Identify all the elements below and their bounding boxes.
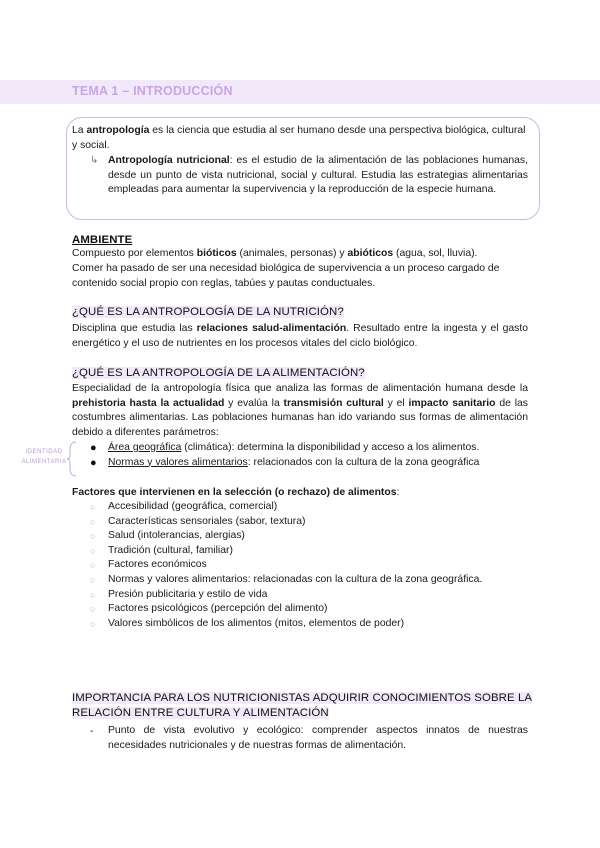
factor-item: ○ Características sensoriales (sabor, textura): [108, 515, 538, 530]
nutricion-paragraph: Disciplina que estudia las relaciones salud-alimentación. Resultado entre la ingesta y el gasto energético y el uso de nutrientes en los procesos vitales del ciclo biológico.: [72, 323, 528, 349]
factor-item: ○ Salud (intolerancias, alergias): [108, 529, 538, 544]
importancia-item: Punto de vista evolutivo y ecológico: comprender aspectos innatos de nuestras necesidades nutricionales y de nuestras formas de alimentación.: [108, 725, 528, 751]
factores-list: [90, 500, 538, 631]
importancia-heading: IMPORTANCIA PARA LOS NUTRICIONISTAS ADQUIRIR CONOCIMIENTOS SOBRE LA RELACIÓN ENTRE CULTURA Y ALIMENTACIÓN: [72, 692, 533, 719]
factor-item: ○ Tradición (cultural, familiar): [108, 544, 538, 559]
subitem-arrow-icon: ↳: [90, 155, 99, 166]
antropologia-nutricional-definition: Antropología nutricional: es el estudio de la alimentación de las poblaciones humanas, desde un punto de vista nutricional, social y cultural. Estudia las estrategias alimentarias empleadas para aumentar la supervivencia y la reproducción de la especie humana.: [108, 155, 529, 196]
circle-bullet-icon: ○: [90, 502, 96, 512]
brace-icon: [66, 441, 78, 477]
alimentacion-heading: ¿QUÉ ES LA ANTROPOLOGÍA DE LA ALIMENTACIÓN?: [72, 367, 365, 379]
circle-bullet-icon: ○: [90, 545, 96, 556]
circle-bullet-icon: ○: [90, 516, 96, 527]
circle-bullet-icon: ○: [90, 618, 96, 629]
nutricion-heading: ¿QUÉ ES LA ANTROPOLOGÍA DE LA NUTRICIÓN?: [72, 306, 344, 318]
ambiente-paragraph-1: Compuesto por elementos bióticos (animales, personas) y abióticos (agua, sol, lluvia).: [72, 248, 478, 259]
intro-paragraph: La antropología es la ciencia que estudia al ser humano desde una perspectiva biológica, cultural y social.: [72, 125, 526, 151]
factor-item: ○ Factores psicológicos (percepción del alimento): [108, 602, 538, 617]
dash-icon: -: [90, 726, 94, 737]
factor-item: ○ Presión publicitaria y estilo de vida: [108, 588, 538, 603]
alimentacion-paragraph: Especialidad de la antropología física que analiza las formas de alimentación humana desde la prehistoria hasta la actualidad y evalúa la transmisión cultural y el impacto sanitario de las costumbres alimentarias. Las poblaciones humanas han ido variando sus formas de alimentación debido a diferentes parámetros:: [72, 383, 528, 438]
ambiente-paragraph-2: Comer ha pasado de ser una necesidad biológica de supervivencia a un proceso cargado de contenido social propio con reglas, tabúes y pautas conductuales.: [72, 263, 500, 289]
factor-item: ○ Factores económicos: [108, 558, 538, 573]
list-item: ● Normas y valores alimentarios: relacionados con la cultura de la zona geográfica: [90, 456, 480, 469]
factor-item: ○ Accesibilidad (geográfica, comercial): [108, 500, 538, 515]
circle-bullet-icon: ○: [90, 589, 96, 600]
circle-bullet-icon: ○: [90, 604, 96, 615]
factor-item: ○ Normas y valores alimentarios: relacionadas con la cultura de la zona geográfica.: [108, 573, 538, 588]
factores-heading: Factores que intervienen en la selección (o rechazo) de alimentos:: [72, 487, 400, 498]
factor-item: ○ Valores simbólicos de los alimentos (mitos, elementos de poder): [108, 617, 538, 632]
bullet-icon: ●: [90, 442, 97, 454]
list-item: ● Área geográfica (climática): determina la disponibilidad y acceso a los alimentos.: [90, 442, 480, 454]
ambiente-heading: AMBIENTE: [72, 234, 133, 246]
bullet-icon: ●: [90, 456, 97, 469]
circle-bullet-icon: ○: [90, 560, 96, 571]
identidad-alimentaria-note: IDENTIDAD ALIMENTARIA: [21, 449, 67, 465]
circle-bullet-icon: ○: [90, 531, 96, 542]
parametros-list: [90, 441, 538, 470]
page-title: TEMA 1 – INTRODUCCIÓN: [72, 84, 233, 98]
circle-bullet-icon: ○: [90, 574, 96, 585]
